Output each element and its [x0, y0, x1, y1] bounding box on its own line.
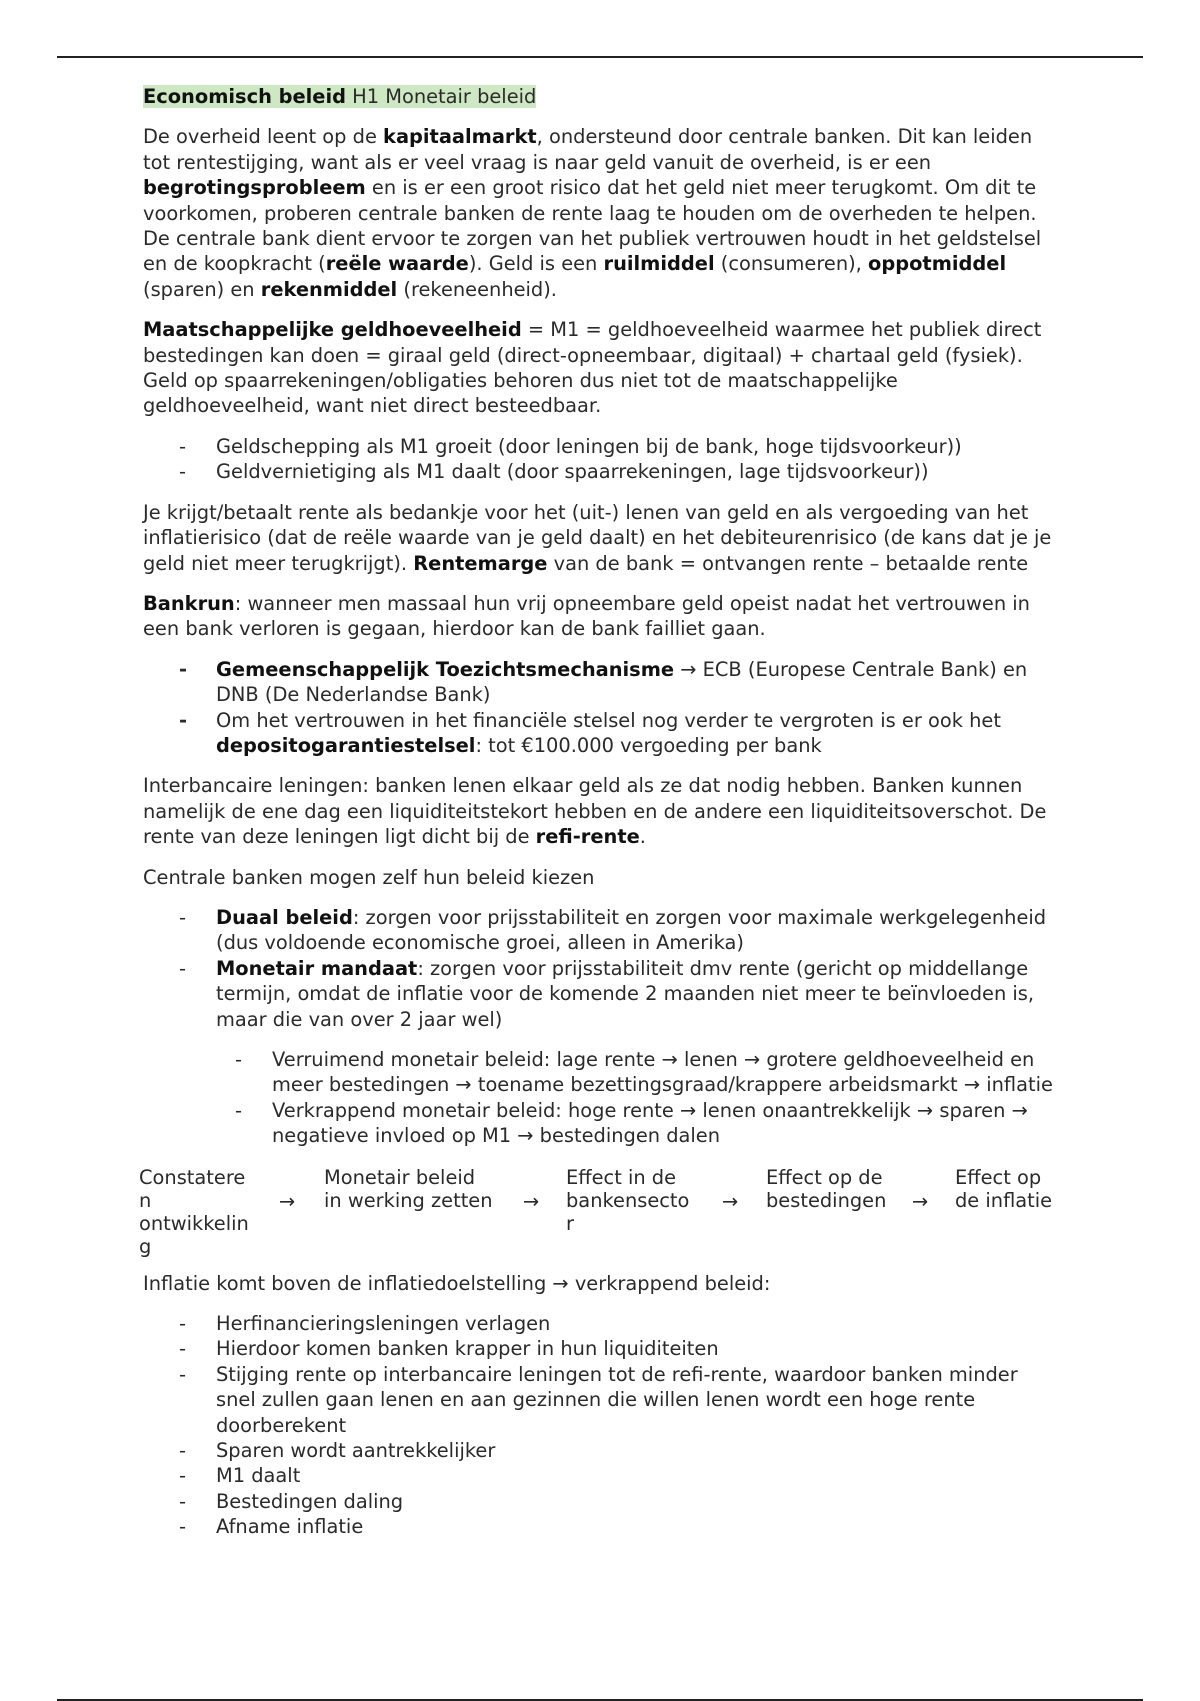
list-item: - Afname inflatie [179, 1515, 364, 1539]
flow-step-beleid: Monetair beleid in werking zetten [324, 1165, 493, 1212]
list-verkrappend [143, 1311, 1063, 1540]
list-item: - Verruimend monetair beleid: lage rente → lenen → grotere geldhoeveelheid en meer bestedingen → toename bezettingsgraad/krappere arbeidsmarkt → inflatie [235, 1048, 1053, 1097]
list-geldschepping [143, 434, 1063, 485]
list-item: - Om het vertrouwen in het financiële stelsel nog verder te vergroten is er ook het depositogarantiestelsel: tot €100.000 vergoeding per bank [179, 708, 1001, 757]
list-item: - Herfinancieringsleningen verlagen [179, 1312, 551, 1336]
flow-step-inflatie: Effect op de inflatie [955, 1165, 1053, 1212]
paragraph-bankrun: Bankrun: wanneer men massaal hun vrij opneembare geld opeist nadat het vertrouwen in een bank verloren is gegaan, hierdoor kan de bank failliet gaan. [143, 591, 1030, 641]
list-item: - Verkrappend monetair beleid: hoge rente → lenen onaantrekkelijk → sparen → negatieve invloed op M1 → bestedingen dalen [235, 1098, 1028, 1148]
list-item: - Monetair mandaat: zorgen voor prijsstabiliteit dmv rente (gericht op middellange termijn, omdat de inflatie voor de komende 2 maanden niet meer te beïnvloeden is, maar die van over 2 jaar wel) [179, 956, 1035, 1031]
list-item: - Hierdoor komen banken krapper in hun liquiditeiten [179, 1337, 719, 1361]
document-body [139, 84, 1063, 1555]
list-item: - Gemeenschappelijk Toezichtsmechanisme → ECB (Europese Centrale Bank) en DNB (De Nederlandse Bank) [179, 657, 1028, 707]
flow-step-bestedingen: Effect op de bestedingen [766, 1165, 887, 1212]
list-toezicht [143, 657, 1063, 759]
list-beleid [143, 905, 1063, 1032]
list-item: - Duaal beleid: zorgen voor prijsstabiliteit en zorgen voor maximale werkgelegenheid (dus voldoende economische groei, alleen in Amerika) [179, 905, 1047, 955]
list-item: - Geldschepping als M1 groeit (door leningen bij de bank, hoge tijdsvoorkeur)) [179, 434, 962, 458]
flow-step-bankensector: Effect in de bankensecto r [566, 1165, 690, 1235]
list-monetair-beleid [143, 1047, 1063, 1149]
flow-step-constateren: Constatere n ontwikkelin g [139, 1165, 249, 1258]
list-item: - Geldvernietiging als M1 daalt (door spaarrekeningen, lage tijdsvoorkeur)) [179, 460, 929, 484]
list-item: - Stijging rente op interbancaire leningen tot de refi-rente, waardoor banken minder snel zullen gaan lenen en aan gezinnen die willen lenen wordt een hoge rente doorberekent [179, 1362, 1018, 1437]
list-item: - M1 daalt [179, 1464, 301, 1488]
paragraph-interbancair: Interbancaire leningen: banken lenen elkaar geld als ze dat nodig hebben. Banken kunnen namelijk de ene dag een liquiditeitstekort hebben en de andere een liquiditeitsoverschot. De rente van deze leningen ligt dicht bij de refi-rente. [143, 774, 1047, 849]
paragraph-rente: Je krijgt/betaalt rente als bedankje voor het (uit-) lenen van geld en als vergoeding van het inflatierisico (dat de reële waarde van je geld daalt) en het debiteurenrisico (de kans dat je je geld niet meer terugkrijgt). Rentemarge van de bank = ontvangen rente – betaalde rente [143, 500, 1052, 575]
paragraph-geldhoeveelheid: Maatschappelijke geldhoeveelheid = M1 = geldhoeveelheid waarmee het publiek direct bestedingen kan doen = giraal geld (direct-opneembaar, digitaal) + chartaal geld (fysiek). Geld op spaarrekeningen/obligaties behoren dus niet tot de maatschappelijke geldhoeveelheid, want niet direct besteedbaar. [143, 318, 1042, 418]
paragraph-beleid-kiezen: Centrale banken mogen zelf hun beleid kiezen [143, 865, 595, 889]
flow-arrow-icon: → [523, 1189, 540, 1213]
flow-arrow-icon: → [912, 1189, 929, 1213]
transmission-flow [139, 1164, 1063, 1256]
flow-arrow-icon: → [279, 1189, 296, 1213]
flow-arrow-icon: → [722, 1189, 739, 1213]
page-title: Economisch beleid H1 Monetair beleid [143, 85, 537, 108]
list-item: - Bestedingen daling [179, 1489, 404, 1513]
header-rule [57, 56, 1143, 58]
paragraph-kapitaalmarkt: De overheid leent op de kapitaalmarkt, ondersteund door centrale banken. Dit kan leiden tot rentestijging, want als er veel vraag is naar geld vanuit de overheid, is er een begrotingsprobleem en is er een groot risico dat het geld niet meer terugkomt. Om dit te voorkomen, proberen centrale banken de rente laag te houden om de overheden te helpen. De centrale bank dient ervoor te zorgen van het publiek vertrouwen houdt in het geldstelsel en de koopkracht (reële waarde). Geld is een ruilmiddel (consumeren), oppotmiddel (sparen) en rekenmiddel (rekeneenheid). [143, 125, 1042, 301]
paragraph-inflatie: Inflatie komt boven de inflatiedoelstelling → verkrappend beleid: [143, 1271, 771, 1295]
list-item: - Sparen wordt aantrekkelijker [179, 1439, 496, 1463]
